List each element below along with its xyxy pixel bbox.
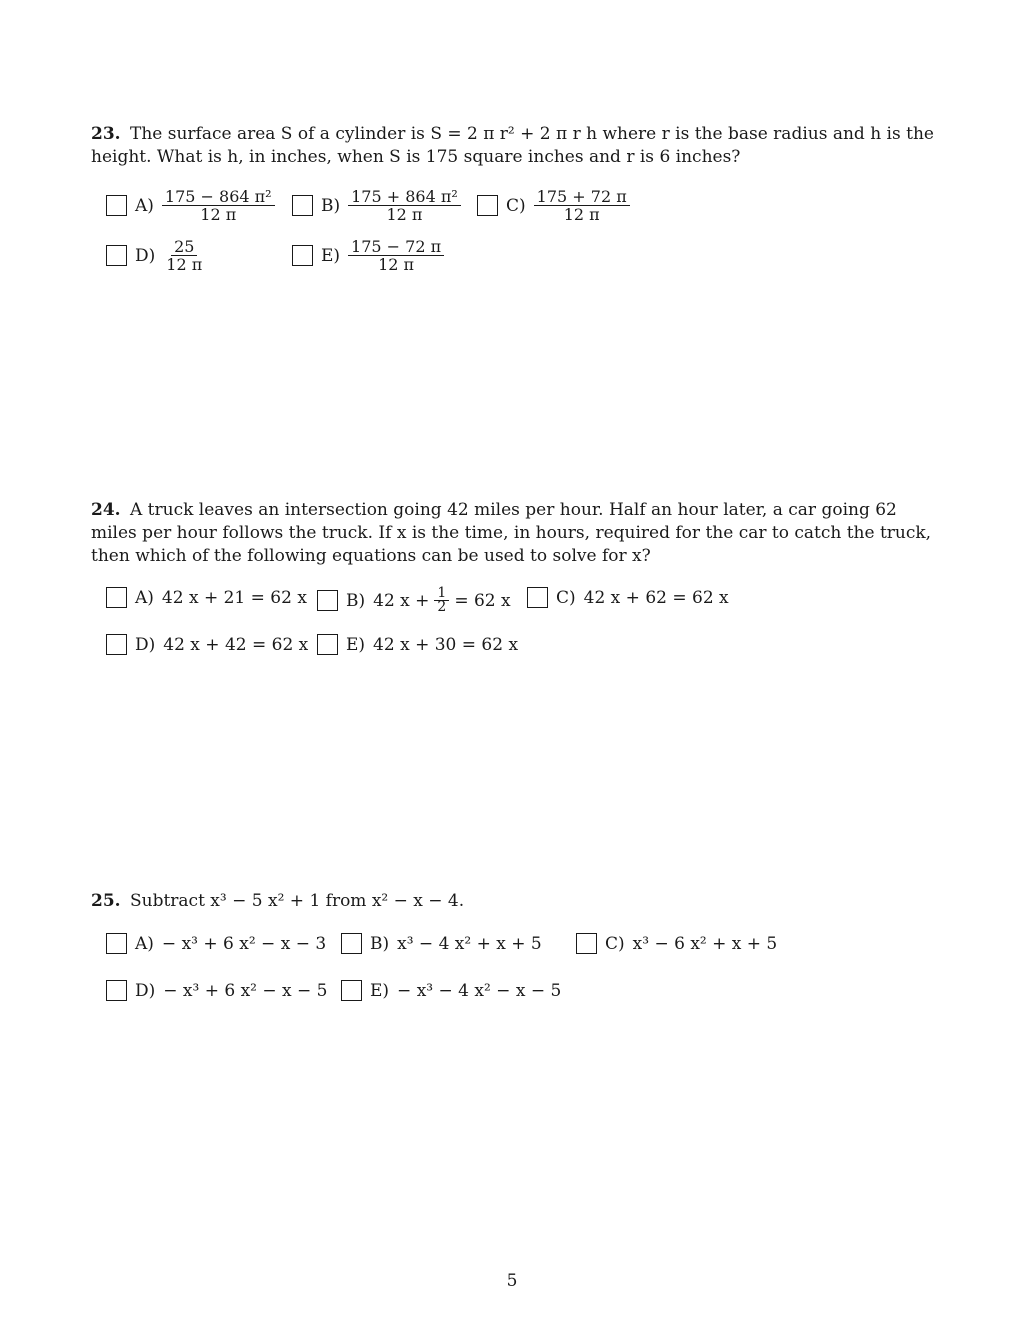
option-label: E) (370, 980, 390, 1001)
option-label: E) (346, 634, 366, 655)
option-expression: − x³ + 6 x² − x − 3 (161, 933, 327, 954)
fraction-denominator: 2 (437, 599, 447, 615)
question-number: 23. (91, 124, 121, 144)
answer-checkbox[interactable] (106, 587, 127, 608)
question-text (91, 123, 941, 169)
option-25-e (341, 980, 561, 1001)
answer-checkbox[interactable] (341, 980, 362, 1001)
option-24-c (527, 587, 729, 608)
option-equation: 42 x + 62 = 62 x (583, 587, 729, 608)
fraction-denominator: 12 π (386, 205, 423, 224)
option-label: D) (135, 980, 156, 1001)
answer-checkbox[interactable] (106, 933, 127, 954)
question-23 (91, 123, 941, 169)
question-body: A truck leaves an intersection going 42 miles per hour. Half an hour later, a car going 62 miles per hour follows the truck. If x is the time, in hours, required for the car to catch the truck, then which of the following equations can be used to solve for x? (91, 500, 932, 566)
option-expression: x³ − 4 x² + x + 5 (397, 933, 542, 954)
option-label: D) (135, 634, 156, 655)
option-24-b (317, 587, 511, 614)
question-body: Subtract x³ − 5 x² + 1 from x² − x − 4. (129, 891, 465, 911)
fraction-numerator: 175 − 72 π (348, 238, 444, 256)
option-equation-part: 42 x + (373, 590, 430, 611)
page-number: 5 (506, 1271, 518, 1291)
fraction-denominator: 12 π (200, 205, 237, 224)
answer-checkbox[interactable] (576, 933, 597, 954)
option-fraction (348, 188, 461, 223)
option-label: B) (321, 195, 341, 216)
option-label: A) (135, 195, 154, 216)
answer-checkbox[interactable] (106, 634, 127, 655)
option-equation: 42 x + 21 = 62 x (161, 587, 307, 608)
option-fraction (534, 188, 630, 223)
fraction-numerator: 175 + 864 π² (348, 188, 461, 206)
fraction-denominator: 12 π (166, 255, 203, 274)
answer-checkbox[interactable] (527, 587, 548, 608)
option-24-e (317, 634, 518, 655)
option-24-d (106, 634, 308, 655)
fraction-numerator: 1 (434, 587, 449, 601)
question-24 (91, 499, 941, 568)
option-label: A) (135, 933, 154, 954)
option-expression: x³ − 6 x² + x + 5 (632, 933, 778, 954)
option-fraction (163, 238, 205, 273)
option-fraction (162, 188, 275, 223)
option-label: E) (321, 245, 341, 266)
option-23-b (292, 188, 461, 223)
option-23-c (477, 188, 630, 223)
option-expression: − x³ + 6 x² − x − 5 (163, 980, 328, 1001)
option-25-a (106, 933, 326, 954)
answer-checkbox[interactable] (106, 245, 127, 266)
option-23-a (106, 188, 275, 223)
option-fraction (434, 587, 449, 614)
answer-checkbox[interactable] (106, 980, 127, 1001)
question-body: The surface area S of a cylinder is S = 2 π r² + 2 π r h where r is the base radius and h is the height. What is h, in inches, when S is 175 square inches and r is 6 inches? (91, 124, 934, 167)
question-text (91, 890, 941, 913)
option-label: B) (346, 590, 366, 611)
option-label: A) (135, 587, 154, 608)
option-25-c (576, 933, 777, 954)
question-number: 25. (91, 891, 121, 911)
option-25-b (341, 933, 542, 954)
answer-checkbox[interactable] (317, 590, 338, 611)
fraction-numerator: 175 − 864 π² (162, 188, 275, 206)
answer-checkbox[interactable] (292, 195, 313, 216)
answer-checkbox[interactable] (477, 195, 498, 216)
option-equation-part: = 62 x (454, 590, 511, 611)
option-25-d (106, 980, 328, 1001)
option-label: B) (370, 933, 390, 954)
option-equation: 42 x + 42 = 62 x (163, 634, 309, 655)
option-label: D) (135, 245, 156, 266)
fraction-numerator: 175 + 72 π (534, 188, 630, 206)
option-expression: − x³ − 4 x² − x − 5 (397, 980, 562, 1001)
option-fraction (348, 238, 444, 273)
option-label: C) (506, 195, 526, 216)
fraction-numerator: 25 (171, 238, 197, 256)
answer-checkbox[interactable] (292, 245, 313, 266)
answer-checkbox[interactable] (317, 634, 338, 655)
option-label: C) (605, 933, 625, 954)
question-text (91, 499, 941, 568)
answer-checkbox[interactable] (341, 933, 362, 954)
question-number: 24. (91, 500, 121, 520)
question-25 (91, 890, 941, 913)
fraction-denominator: 12 π (378, 255, 415, 274)
option-23-e (292, 238, 444, 273)
option-equation: 42 x + 30 = 62 x (373, 634, 519, 655)
fraction-denominator: 12 π (563, 205, 600, 224)
answer-checkbox[interactable] (106, 195, 127, 216)
option-label: C) (556, 587, 576, 608)
option-23-d (106, 238, 205, 273)
option-24-a (106, 587, 307, 608)
